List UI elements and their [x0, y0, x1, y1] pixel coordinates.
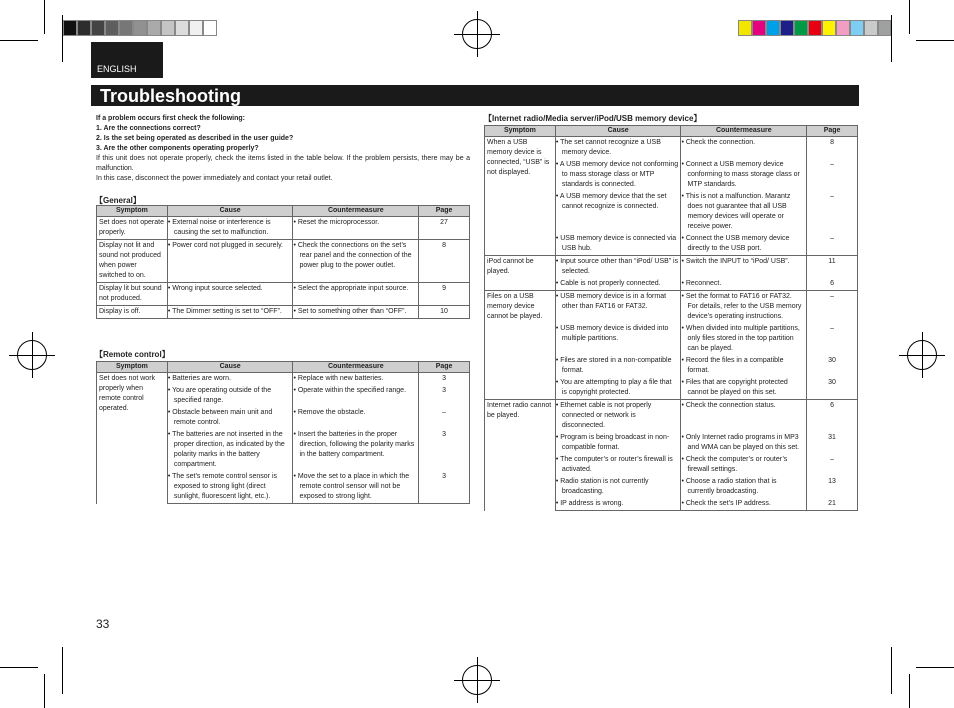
remote-control-table: [96, 361, 470, 504]
symptom-cell: iPod cannot be played.: [485, 256, 556, 291]
intro-paragraph: In this case, disconnect the power immediately and contact your retail outlet.: [96, 175, 333, 182]
page-cell: –: [419, 407, 470, 429]
cause-cell: • IP address is wrong.: [555, 498, 681, 511]
table-header-row: [485, 126, 858, 137]
page-cell: 13: [807, 476, 858, 498]
table-row: [485, 137, 858, 160]
intro-paragraph: If this unit does not operate properly, check the items listed in the table below. If the problem persists, there may be a malfunction.: [96, 155, 470, 172]
countermeasure-cell: • Check the connection status.: [681, 400, 807, 433]
cause-cell: • USB memory device is in a format other than FAT16 or FAT32.: [555, 291, 681, 324]
cause-cell: • The set’s remote control sensor is exposed to strong light (direct sunlight, fluorescent light, etc.).: [167, 471, 293, 504]
page-cell: 30: [807, 355, 858, 377]
cause-cell: • Input source other than “iPod/ USB” is selected.: [555, 256, 681, 279]
symptom-cell: Display not lit and sound not produced when power switched to on.: [97, 240, 168, 283]
page-cell: 3: [419, 373, 470, 386]
page-cell: 30: [807, 377, 858, 400]
registration-mark: [462, 665, 492, 695]
table-row: [97, 240, 470, 283]
page-cell: –: [807, 233, 858, 256]
intro-check-3: 3. Are the other components operating properly?: [96, 145, 259, 152]
cause-cell: • Program is being broadcast in non-compatible format.: [555, 432, 681, 454]
cause-cell: • Wrong input source selected.: [167, 283, 293, 306]
symptom-cell: Set does not operate properly.: [97, 217, 168, 240]
countermeasure-cell: • Record the files in a compatible format.: [681, 355, 807, 377]
cause-cell: • The set cannot recognize a USB memory device.: [555, 137, 681, 160]
countermeasure-cell: • Check the connections on the set’s rear panel and the connection of the power plug to the power outlet.: [293, 240, 419, 283]
section-title-general: 【General】: [95, 196, 141, 205]
symptom-cell: Files on a USB memory device cannot be played.: [485, 291, 556, 400]
countermeasure-cell: • Set to something other than “OFF”.: [293, 306, 419, 319]
cause-cell: • The batteries are not inserted in the proper direction, as indicated by the polarity marks in the battery compartment.: [167, 429, 293, 471]
table-header-row: [97, 206, 470, 217]
symptom-cell: When a USB memory device is connected, “USB” is not displayed.: [485, 137, 556, 256]
page-number: 33: [96, 617, 110, 631]
page-cell: –: [807, 323, 858, 355]
table-header-row: [97, 362, 470, 373]
page-cell: 3: [419, 385, 470, 407]
symptom-cell: Set does not work properly when remote control operated.: [97, 373, 168, 504]
symptom-header: Symptom: [97, 206, 168, 217]
page-cell: 3: [419, 471, 470, 504]
countermeasure-cell: • Connect the USB memory device directly to the USB port.: [681, 233, 807, 256]
table-row: [485, 256, 858, 279]
table-row: [97, 306, 470, 319]
cause-cell: • Ethernet cable is not properly connected or network is disconnected.: [555, 400, 681, 433]
countermeasure-cell: • Insert the batteries in the proper direction, following the polarity marks in the battery compartment.: [293, 429, 419, 471]
symptom-header: Symptom: [485, 126, 556, 137]
cause-header: Cause: [167, 362, 293, 373]
page-header: Page: [419, 206, 470, 217]
symptom-cell: Internet radio cannot be played.: [485, 400, 556, 511]
page-cell: 8: [419, 240, 470, 283]
symptom-cell: Display lit but sound not produced.: [97, 283, 168, 306]
page-cell: 11: [807, 256, 858, 279]
page-cell: 6: [807, 400, 858, 433]
page-cell: –: [807, 291, 858, 324]
network-usb-table: [484, 125, 858, 511]
cause-header: Cause: [555, 126, 681, 137]
page-cell: 9: [419, 283, 470, 306]
table-row: [485, 291, 858, 324]
cause-cell: • External noise or interference is causing the set to malfunction.: [167, 217, 293, 240]
countermeasure-cell: • Remove the obstacle.: [293, 407, 419, 429]
intro-check-1: 1. Are the connections correct?: [96, 125, 201, 132]
countermeasure-cell: • Set the format to FAT16 or FAT32. For details, refer to the USB memory device’s operating instructions.: [681, 291, 807, 324]
page-cell: 10: [419, 306, 470, 319]
countermeasure-cell: • Reset the microprocessor.: [293, 217, 419, 240]
cause-cell: • A USB memory device not conforming to mass storage class or MTP standards is connected.: [555, 159, 681, 191]
cause-cell: • Radio station is not currently broadcasting.: [555, 476, 681, 498]
cause-cell: • You are operating outside of the specified range.: [167, 385, 293, 407]
page-cell: 8: [807, 137, 858, 160]
cause-cell: • You are attempting to play a file that is copyright protected.: [555, 377, 681, 400]
countermeasure-cell: • Files that are copyright protected cannot be played on this set.: [681, 377, 807, 400]
countermeasure-cell: • Choose a radio station that is currently broadcasting.: [681, 476, 807, 498]
page-cell: 21: [807, 498, 858, 511]
cause-cell: • The Dimmer setting is set to “OFF”.: [167, 306, 293, 319]
symptom-cell: Display is off.: [97, 306, 168, 319]
countermeasure-cell: • This is not a malfunction. Marantz does not guarantee that all USB memory devices will operate or receive power.: [681, 191, 807, 233]
cause-cell: • Obstacle between main unit and remote control.: [167, 407, 293, 429]
page-header: Page: [807, 126, 858, 137]
countermeasure-cell: • Select the appropriate input source.: [293, 283, 419, 306]
cause-cell: • Batteries are worn.: [167, 373, 293, 386]
cause-cell: • Files are stored in a non-compatible format.: [555, 355, 681, 377]
countermeasure-cell: • Check the computer’s or router’s firewall settings.: [681, 454, 807, 476]
page-cell: –: [807, 159, 858, 191]
table-row: [97, 217, 470, 240]
page-title: Troubleshooting: [100, 86, 241, 106]
countermeasure-cell: • Operate within the specified range.: [293, 385, 419, 407]
cause-cell: • The computer’s or router’s firewall is activated.: [555, 454, 681, 476]
symptom-header: Symptom: [97, 362, 168, 373]
countermeasure-header: Countermeasure: [681, 126, 807, 137]
countermeasure-cell: • Replace with new batteries.: [293, 373, 419, 386]
section-title-remote-control: 【Remote control】: [95, 350, 170, 359]
language-tab: ENGLISH: [91, 42, 163, 78]
page-header: Page: [419, 362, 470, 373]
countermeasure-cell: • Switch the INPUT to “iPod/ USB”.: [681, 256, 807, 279]
table-row: [97, 283, 470, 306]
countermeasure-cell: • Check the connection.: [681, 137, 807, 160]
countermeasure-cell: • Check the set’s IP address.: [681, 498, 807, 511]
general-table: [96, 205, 470, 319]
registration-mark: [907, 340, 937, 370]
countermeasure-header: Countermeasure: [293, 206, 419, 217]
registration-mark: [17, 340, 47, 370]
cause-header: Cause: [167, 206, 293, 217]
page-cell: 6: [807, 278, 858, 291]
cause-cell: • Cable is not properly connected.: [555, 278, 681, 291]
cause-cell: • Power cord not plugged in securely.: [167, 240, 293, 283]
cause-cell: • A USB memory device that the set cannot recognize is connected.: [555, 191, 681, 233]
cause-cell: • USB memory device is divided into multiple partitions.: [555, 323, 681, 355]
section-title-network-usb: 【Internet radio/Media server/iPod/USB memory device】: [484, 114, 702, 123]
countermeasure-cell: • Only Internet radio programs in MP3 and WMA can be played on this set.: [681, 432, 807, 454]
countermeasure-cell: • Connect a USB memory device conforming to mass storage class or MTP standards.: [681, 159, 807, 191]
page-cell: 3: [419, 429, 470, 471]
table-row: [485, 400, 858, 433]
countermeasure-cell: • When divided into multiple partitions, only files stored in the top partition can be played.: [681, 323, 807, 355]
cause-cell: • USB memory device is connected via USB hub.: [555, 233, 681, 256]
intro-lead: If a problem occurs first check the following:: [96, 115, 245, 122]
countermeasure-cell: • Reconnect.: [681, 278, 807, 291]
page-cell: –: [807, 191, 858, 233]
page-cell: –: [807, 454, 858, 476]
page-cell: 27: [419, 217, 470, 240]
countermeasure-header: Countermeasure: [293, 362, 419, 373]
countermeasure-cell: • Move the set to a place in which the remote control sensor will not be exposed to strong light.: [293, 471, 419, 504]
page-cell: 31: [807, 432, 858, 454]
table-row: [97, 373, 470, 386]
intro-check-2: 2. Is the set being operated as described in the user guide?: [96, 135, 294, 142]
registration-mark: [462, 19, 492, 49]
